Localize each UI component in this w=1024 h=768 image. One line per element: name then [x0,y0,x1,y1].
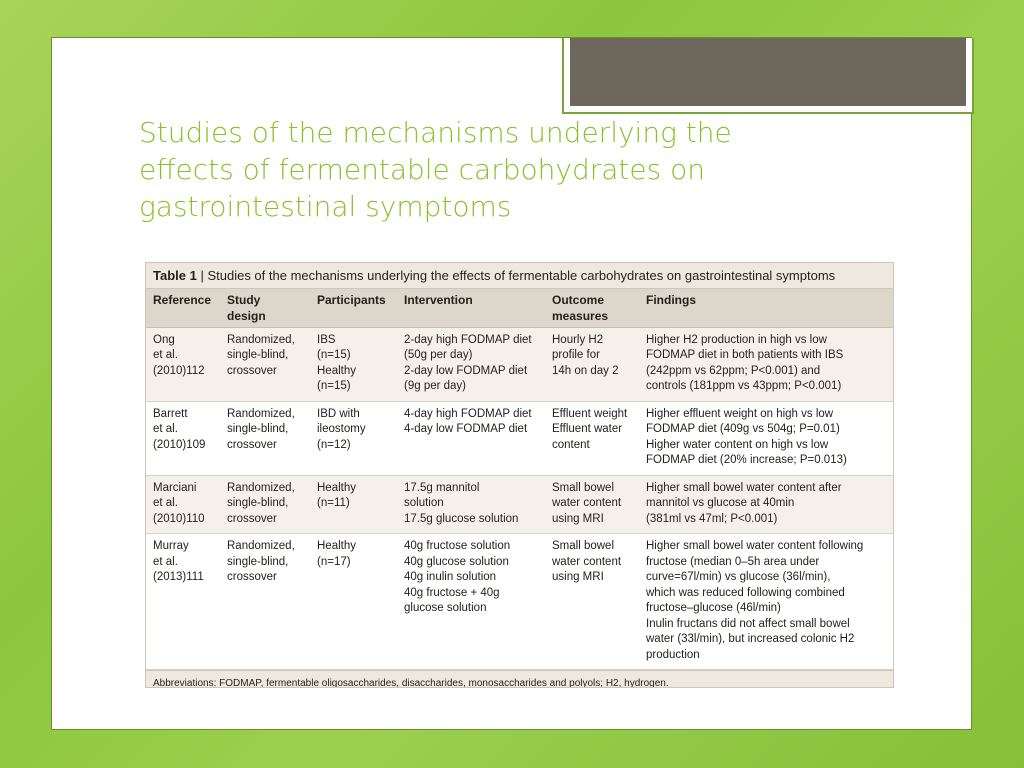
table-caption-text: Studies of the mechanisms underlying the effects of fermentable carbohydrates on gastrointestinal symptoms [207,268,836,283]
table-caption-separator: | [196,268,208,283]
cell-line: 17.5g mannitol [404,481,480,494]
decorative-tab-fill [570,38,966,106]
cell-line: et al. [153,423,178,435]
cell-line: Healthy [317,364,356,377]
cell-line: FODMAP diet (409g vs 504g; P=0.01) [646,423,840,435]
decorative-tab-frame [562,38,974,114]
cell-line: 40g fructose + 40g [404,586,500,599]
title-line: effects of fermentable carbohydrates on [139,153,705,186]
cell-intervention [397,327,545,401]
cell-line: Higher effluent weight on high vs low [646,407,834,420]
cell-line: production [646,648,700,661]
table-row [146,475,893,534]
cell-findings [639,534,893,670]
cell-line: water content [552,497,622,509]
cell-line: 40g fructose solution [404,540,511,552]
cell-line: Higher H2 production in high vs low [646,333,827,346]
cell-line: water content [552,555,622,568]
cell-line: 40g glucose solution [404,555,509,568]
cell-study-design [220,401,310,475]
header-outcome-measures: Outcome measures [545,289,639,327]
cell-outcome-measures [545,401,639,475]
title-line: gastrointestinal symptoms [139,190,512,223]
cell-findings [639,401,893,475]
cell-line: et al. [153,349,178,361]
cell-line: (n=17) [317,555,351,568]
cell-line: single-blind, [227,555,289,568]
cell-line: et al. [153,555,178,568]
cell-line: crossover [227,512,277,525]
title-line: Studies of the mechanisms underlying the [139,116,732,149]
study-table [145,262,894,688]
cell-line: Ong [153,333,175,346]
cell-line: 14h on day 2 [552,364,619,377]
cell-line: ileostomy [317,423,366,435]
table-header-row [146,289,893,327]
cell-line: 17.5g glucose solution [404,512,519,525]
cell-participants [310,534,397,670]
cell-line: (50g per day) [404,349,473,361]
cell-participants [310,475,397,534]
cell-line: water (33l/min), but increased colonic H2 [646,633,855,645]
cell-findings [639,475,893,534]
cell-line: glucose solution [404,602,487,614]
cell-line: (9g per day) [404,380,467,392]
cell-participants [310,401,397,475]
cell-line: Hourly H2 [552,333,604,346]
table-caption-label: Table 1 [153,268,197,283]
cell-line: 4-day low FODMAP diet [404,423,528,435]
cell-line: 2-day high FODMAP diet [404,333,532,346]
header-participants: Participants [310,289,397,327]
cell-intervention [397,401,545,475]
cell-line: 2-day low FODMAP diet [404,364,528,377]
cell-line: (2010)109 [153,438,206,451]
table-row [146,534,893,670]
cell-line: Murray [153,540,189,552]
cell-line: solution [404,497,444,509]
cell-intervention [397,475,545,534]
cell-line: single-blind, [227,497,289,509]
cell-line: (242ppm vs 62ppm; P<0.001) and [646,364,821,377]
cell-line: crossover [227,571,277,583]
cell-line: Randomized, [227,333,295,346]
header-study-design: Study design [220,289,310,327]
cell-outcome-measures [545,327,639,401]
cell-line: content [552,438,590,451]
cell-line: 4-day high FODMAP diet [404,407,532,420]
cell-study-design [220,534,310,670]
table-body [146,327,893,670]
cell-line: Randomized, [227,540,295,552]
cell-line: Barrett [153,407,188,420]
cell-line: using MRI [552,512,604,525]
cell-line: FODMAP diet in both patients with IBS [646,349,844,361]
cell-line: (n=12) [317,438,351,451]
table-caption [146,263,893,289]
cell-line: fructose–glucose (46l/min) [646,602,781,614]
cell-line: using MRI [552,571,604,583]
cell-line: (n=15) [317,380,351,392]
cell-line: Inulin fructans did not affect small bowel [646,617,850,630]
study-grid [146,289,893,670]
cell-line: Higher water content on high vs low [646,438,829,451]
cell-line: et al. [153,497,178,509]
cell-line: FODMAP diet (20% increase; P=0.013) [646,454,847,466]
cell-line: (n=15) [317,349,351,361]
cell-outcome-measures [545,475,639,534]
cell-reference [146,401,220,475]
cell-findings [639,327,893,401]
cell-line: (381ml vs 47ml; P<0.001) [646,512,778,525]
cell-line: which was reduced following combined [646,586,845,599]
cell-line: Marciani [153,481,197,494]
cell-line: crossover [227,364,277,377]
cell-line: curve=67l/min) vs glucose (36l/min), [646,571,831,583]
cell-line: single-blind, [227,349,289,361]
cell-line: Randomized, [227,481,295,494]
cell-line: Small bowel [552,540,614,552]
cell-reference [146,475,220,534]
cell-line: Healthy [317,540,356,552]
cell-line: controls (181ppm vs 43ppm; P<0.001) [646,380,842,392]
cell-intervention [397,534,545,670]
cell-line: Randomized, [227,407,295,420]
cell-reference [146,534,220,670]
cell-line: Effluent weight [552,407,628,420]
header-intervention: Intervention [397,289,545,327]
cell-line: crossover [227,438,277,451]
cell-line: (2010)110 [153,512,205,525]
cell-line: 40g inulin solution [404,571,497,583]
cell-line: Higher small bowel water content after [646,481,842,494]
cell-line: (n=11) [317,497,350,509]
cell-line: IBD with [317,407,360,420]
header-reference: Reference [146,289,220,327]
cell-line: mannitol vs glucose at 40min [646,497,795,509]
cell-line: Higher small bowel water content following [646,540,864,552]
table-row [146,401,893,475]
table-footnote: Abbreviations: FODMAP, fermentable oligosaccharides, disaccharides, monosaccharides and polyols; H2, hydrogen. [146,670,893,688]
cell-line: Healthy [317,481,356,494]
cell-line: profile for [552,349,600,361]
cell-line: Effluent water [552,423,623,435]
cell-participants [310,327,397,401]
cell-line: (2013)111 [153,571,204,583]
cell-line: (2010)112 [153,364,205,377]
cell-outcome-measures [545,534,639,670]
table-row [146,327,893,401]
header-findings: Findings [639,289,893,327]
slide-title [139,114,859,225]
cell-line: Small bowel [552,481,614,494]
cell-line: single-blind, [227,423,289,435]
cell-study-design [220,327,310,401]
cell-line: IBS [317,333,336,346]
cell-reference [146,327,220,401]
cell-study-design [220,475,310,534]
cell-line: fructose (median 0–5h area under [646,555,820,568]
